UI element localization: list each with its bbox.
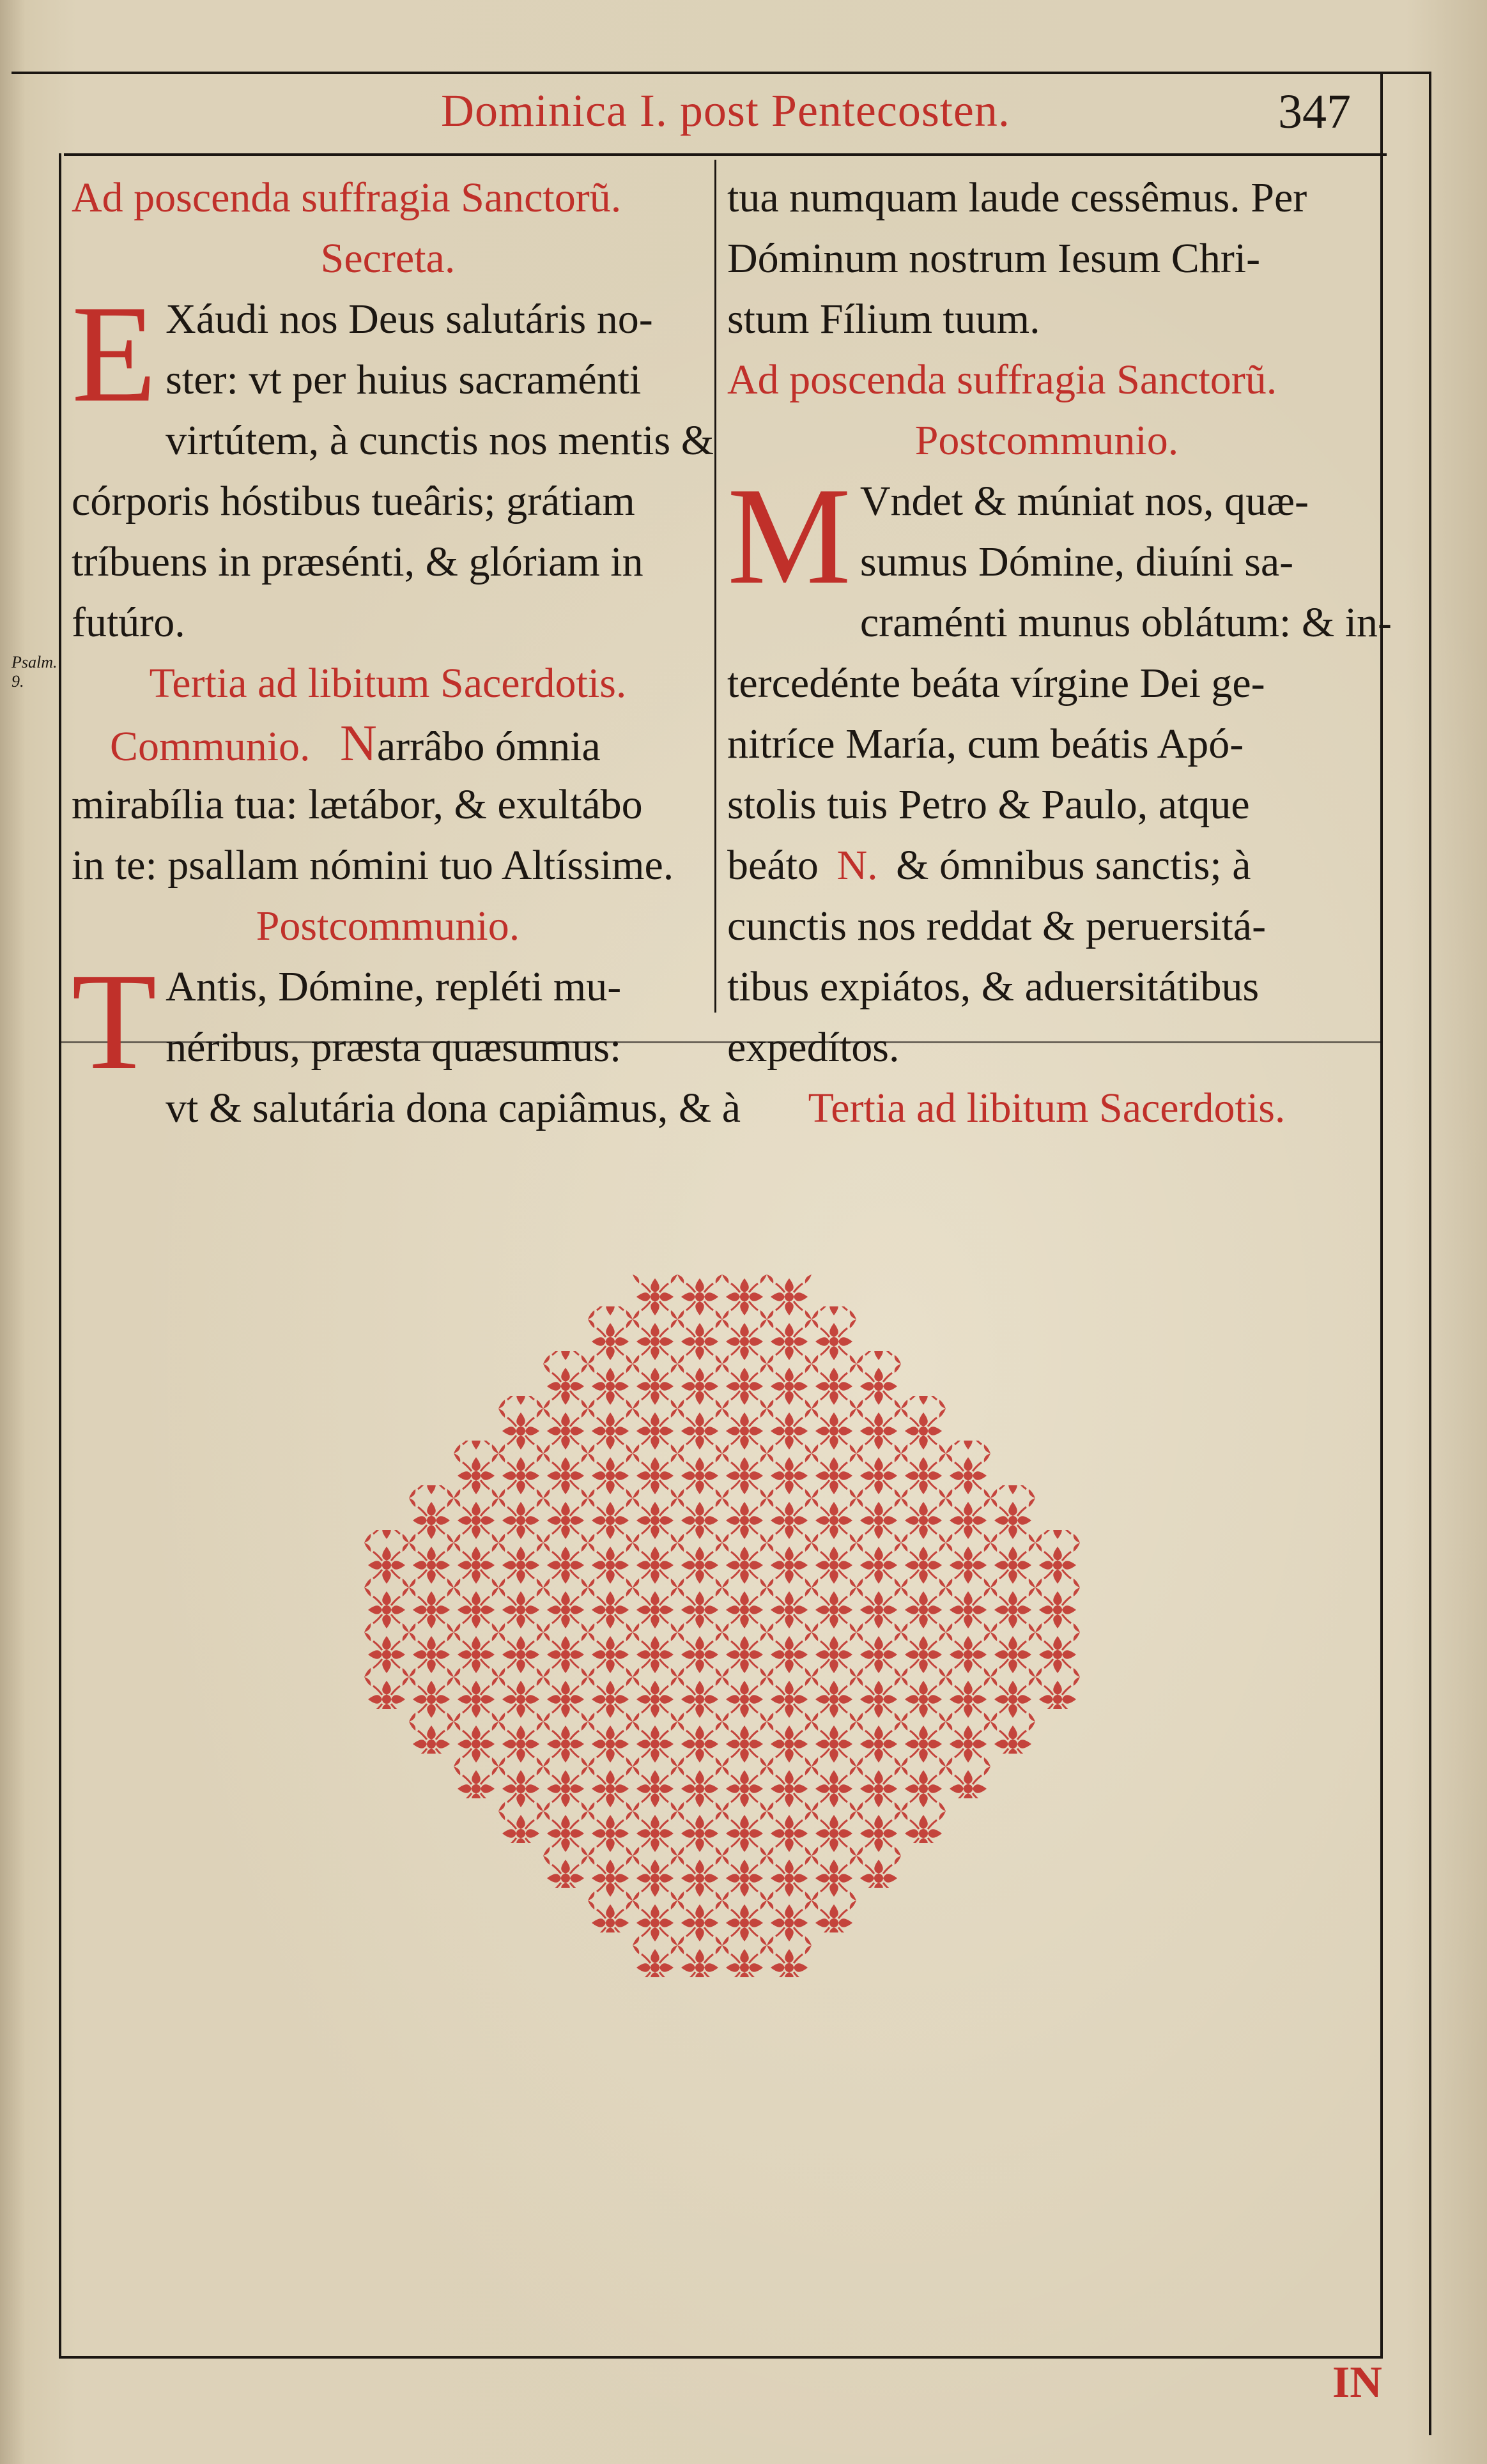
ornament-block [722,1575,767,1619]
ornament-block [812,1485,856,1530]
ornament-block [946,1485,990,1530]
ornament-block [409,1619,454,1664]
ornament-block [767,1306,812,1351]
ornament-block [901,1485,946,1530]
text-segment: beáto [727,842,819,889]
ornament-block [767,1575,812,1619]
ornament-blocks [364,1274,1080,1977]
ornament-block [856,1396,901,1441]
ornament-block [677,1306,722,1351]
ornament-block [946,1575,990,1619]
ornament-block [722,1664,767,1709]
text-line: mirabília tua: lætábor, & exultábo [72,781,643,828]
ornament-block [856,1351,901,1396]
ornament-block [588,1619,633,1664]
ornament-block [677,1575,722,1619]
secreta-paragraph [72,277,714,653]
ornament-block [498,1530,543,1575]
ornament-block [498,1441,543,1485]
text-line: virtútem, à cunctis nos mentis & [166,417,714,464]
ornament-block [722,1932,767,1977]
ornament-block [767,1754,812,1798]
text-line: vt & salutária dona capiâmus, & à [166,1085,741,1131]
ornament-block [364,1619,409,1664]
text-line-with-name [727,835,1366,896]
postcommunio-paragraph [72,945,741,1138]
ornament-block [901,1396,946,1441]
ornament-block [722,1306,767,1351]
text-line: Dóminum nostrum Iesum Chri- [727,235,1261,282]
text-line: tibus expiátos, & aduersitátibus [727,963,1260,1010]
margin-note: Psalm. 9. [12,653,58,691]
ornament-block [677,1619,722,1664]
ornament-block [767,1396,812,1441]
ornament-block [677,1485,722,1530]
ornament-block [677,1274,722,1306]
ornament-block [543,1843,588,1888]
ornament-block [901,1619,946,1664]
ornament-block [498,1396,543,1441]
right-frame-rule [1380,72,1383,2359]
ornament-block [812,1396,856,1441]
ornament-block [588,1441,633,1485]
header-rule [64,153,1387,156]
communio-label: Communio. [110,723,311,770]
ornament-block [946,1754,990,1798]
ornament-block [812,1575,856,1619]
text-segment: arrâbo ómnia [376,723,601,770]
ornament-block [722,1441,767,1485]
ornament-block [498,1709,543,1754]
ornament-block [856,1441,901,1485]
ornament-block [722,1530,767,1575]
ornament-block [633,1709,677,1754]
ornament-block [633,1888,677,1932]
ornament-block [364,1575,409,1619]
ornament-block [498,1575,543,1619]
ornament-block [856,1798,901,1843]
text-line: futúro. [72,599,185,646]
ornament-block [543,1575,588,1619]
ornament-block [454,1441,498,1485]
text-line: stolis tuis Petro & Paulo, atque [727,781,1250,828]
ornament-block [1035,1664,1080,1709]
ornament-block [588,1530,633,1575]
text-line: ster: vt per huius sacraménti [166,356,642,403]
ornament-block [409,1575,454,1619]
ornament-block [812,1754,856,1798]
ornament-block [498,1664,543,1709]
ornament-block [812,1441,856,1485]
left-column [72,167,741,1138]
ornament-block [588,1306,633,1351]
ornament-block [588,1396,633,1441]
ornament-block [543,1798,588,1843]
text-line: in te: psallam nómini tuo Altíssime. [72,842,674,889]
red-floral-ornament [364,1274,1080,1984]
ornament-block [812,1530,856,1575]
ornament-block [812,1306,856,1351]
page-number: 347 [1278,85,1351,139]
ornament-block [812,1798,856,1843]
ornament-block [543,1754,588,1798]
ornament-block [677,1932,722,1977]
ornament-block [767,1709,812,1754]
ornament-block [454,1485,498,1530]
rubric-tertia: Tertia ad libitum Sacerdotis. [149,660,627,707]
ornament-block [677,1396,722,1441]
section-subheading: Postcommunio. [256,903,520,949]
text-line: Antis, Dómine, repléti mu- [166,963,622,1010]
ornament-block [633,1798,677,1843]
ornament-block [633,1932,677,1977]
ornament-block [588,1843,633,1888]
ornament-block [767,1351,812,1396]
ornament-block [901,1664,946,1709]
ornament-block [588,1575,633,1619]
ornament-block [901,1441,946,1485]
ornament-block [767,1619,812,1664]
ornament-block [454,1664,498,1709]
text-line: stum Fílium tuum. [727,296,1040,342]
text-line: tercedénte beáta vírgine Dei ge- [727,660,1265,707]
ornament-block [409,1664,454,1709]
text-line: cunctis nos reddat & peruersitá- [727,903,1267,949]
ornament-block [767,1843,812,1888]
right-column [727,167,1392,1138]
drop-cap: M [727,459,851,613]
ornament-block [633,1664,677,1709]
ornament-block [633,1396,677,1441]
ornament-block [946,1619,990,1664]
ornament-block [1035,1575,1080,1619]
ornament-vignette [364,1274,1080,1984]
ornament-block [767,1441,812,1485]
ornament-block [588,1664,633,1709]
ornament-block [990,1709,1035,1754]
ornament-block [722,1396,767,1441]
ornament-block [409,1709,454,1754]
ornament-block [633,1575,677,1619]
ornament-block [543,1485,588,1530]
catchword: IN [1332,2358,1382,2407]
ornament-block [633,1843,677,1888]
text-line: Vndet & múniat nos, quæ- [859,478,1309,524]
ornament-block [722,1798,767,1843]
ornament-block [812,1664,856,1709]
ornament-block [767,1485,812,1530]
ornament-block [722,1888,767,1932]
text-line: tríbuens in præsénti, & glóriam in [72,539,643,585]
ornament-block [588,1754,633,1798]
ornament-block [946,1441,990,1485]
ornament-block [633,1274,677,1306]
postcommunio-paragraph [727,459,1392,1078]
ornament-block [990,1619,1035,1664]
text-segment: & ómnibus sanctis; à [896,842,1251,889]
ornament-block [812,1843,856,1888]
ornament-block [990,1485,1035,1530]
ornament-block [677,1351,722,1396]
section-heading: Ad poscenda suffragia Sanctorũ. [72,174,622,221]
ornament-block [767,1274,812,1306]
text-line: córporis hóstibus tueâris; grátiam [72,478,635,524]
ornament-block [588,1351,633,1396]
ornament-block [946,1709,990,1754]
text-line: tua numquam laude cessêmus. Per [727,174,1307,221]
ornament-block [767,1798,812,1843]
ornament-block [946,1530,990,1575]
ornament-block [633,1754,677,1798]
ornament-block [856,1709,901,1754]
ornament-block [588,1485,633,1530]
ornament-block [454,1530,498,1575]
ornament-block [767,1530,812,1575]
rubric-tertia: Tertia ad libitum Sacerdotis. [808,1085,1286,1131]
ornament-block [454,1619,498,1664]
ornament-block [901,1575,946,1619]
ornament-block [409,1485,454,1530]
ornament-block [364,1664,409,1709]
ornament-block [856,1575,901,1619]
text-line: nitríce María, cum beátis Apó- [727,721,1244,767]
ornament-block [454,1575,498,1619]
ornament-block [588,1798,633,1843]
name-placeholder: N. [836,842,878,889]
ornament-block [633,1351,677,1396]
ornament-block [901,1798,946,1843]
ornament-block [677,1709,722,1754]
ornament-block [722,1619,767,1664]
ornament-block [543,1664,588,1709]
ornament-block [1035,1530,1080,1575]
text-line: néribus, præsta quæsumus: [166,1024,622,1071]
ornament-block [633,1619,677,1664]
ornament-block [498,1754,543,1798]
communio-line [72,714,704,774]
ornament-block [901,1530,946,1575]
ornament-block [856,1754,901,1798]
ornament-block [856,1485,901,1530]
running-head-title: Dominica I. post Pentecosten. [441,85,1010,136]
ornament-block [677,1530,722,1575]
ornament-block [677,1441,722,1485]
ornament-block [409,1530,454,1575]
drop-cap: T [72,945,157,1099]
ornament-block [722,1754,767,1798]
ornament-block [588,1709,633,1754]
ornament-block [767,1888,812,1932]
text-line: expedítos. [727,1024,900,1071]
ornament-block [856,1619,901,1664]
ornament-block [677,1843,722,1888]
ornament-block [946,1664,990,1709]
ornament-block [901,1709,946,1754]
text-line: sumus Dómine, diuíni sa- [859,539,1294,585]
ornament-block [812,1888,856,1932]
ornament-block [498,1485,543,1530]
ornament-block [856,1664,901,1709]
left-frame-rule [59,153,61,2357]
ornament-block [812,1351,856,1396]
ornament-block [1035,1619,1080,1664]
ornament-block [856,1530,901,1575]
ornament-block [498,1798,543,1843]
ornament-block [990,1575,1035,1619]
ornament-block [767,1664,812,1709]
ornament-block [543,1351,588,1396]
section-subheading: Postcommunio. [914,417,1179,464]
ornament-block [901,1754,946,1798]
ornament-block [454,1754,498,1798]
drop-cap: E [72,277,157,431]
ornament-block [856,1843,901,1888]
ornament-block [454,1709,498,1754]
ornament-block [722,1274,767,1306]
ornament-block [990,1530,1035,1575]
text-line: craménti munus oblátum: & in- [859,599,1392,646]
ornament-block [543,1396,588,1441]
ornament-block [677,1798,722,1843]
ornament-block [633,1441,677,1485]
ornament-block [588,1888,633,1932]
section-subheading: Secreta. [320,235,456,282]
ornament-block [543,1619,588,1664]
ornament-block [767,1932,812,1977]
ornament-block [543,1441,588,1485]
ornament-block [722,1843,767,1888]
ornament-block [677,1664,722,1709]
ornament-block [633,1530,677,1575]
ornament-block [677,1754,722,1798]
ornament-block [722,1351,767,1396]
ornament-block [633,1485,677,1530]
ornament-block [990,1664,1035,1709]
ornament-block [722,1709,767,1754]
section-heading: Ad poscenda suffragia Sanctorũ. [727,356,1277,403]
ornament-block [677,1888,722,1932]
ornament-block [543,1530,588,1575]
column-divider-rule [714,160,716,1013]
text-line: Xáudi nos Deus salutáris no- [166,296,653,342]
outer-right-rule [1429,72,1431,2435]
ornament-block [722,1485,767,1530]
top-rule [12,72,1431,74]
ornament-block [812,1709,856,1754]
ornament-block [364,1530,409,1575]
ornament-block [633,1306,677,1351]
initial-letter: N [340,715,377,772]
ornament-block [812,1619,856,1664]
ornament-block [498,1619,543,1664]
bottom-rule [59,2356,1383,2359]
ornament-block [543,1709,588,1754]
